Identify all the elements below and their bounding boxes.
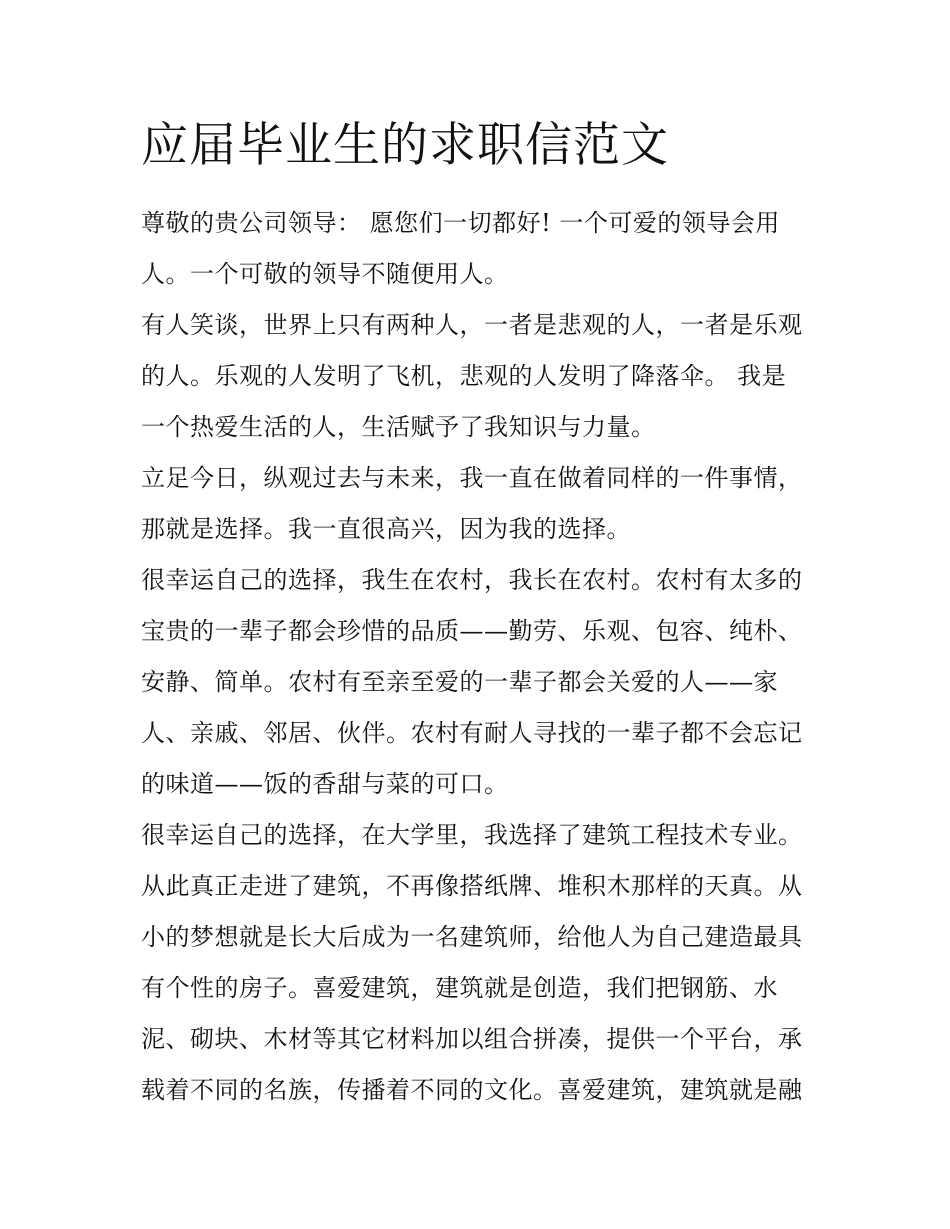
paragraph-countryside	[141, 555, 813, 810]
paragraph-line: 的人。乐观的人发明了飞机，悲观的人发明了降落伞。 我是	[141, 362, 787, 390]
document-title: 应届毕业生的求职信范文	[141, 118, 669, 173]
paragraph-line: 很幸运自己的选择，我生在农村，我长在农村。农村有太多的	[141, 566, 803, 594]
paragraph-line: 泥、砌块、木材等其它材料加以组合拼凑，提供一个平台，承	[141, 1025, 803, 1053]
paragraph-greeting	[141, 198, 813, 300]
paragraph-line: 人、亲戚、邻居、伙伴。农村有耐人寻找的一辈子都不会忘记	[141, 719, 803, 747]
paragraph-line: 有人笑谈，世界上只有两种人，一者是悲观的人，一者是乐观	[141, 311, 803, 339]
paragraph-optimism	[141, 300, 813, 453]
document-body	[141, 112, 813, 1116]
paragraph-line: 宝贵的一辈子都会珍惜的品质——勤劳、乐观、包容、纯朴、	[141, 617, 803, 645]
paragraph-line: 很幸运自己的选择，在大学里，我选择了建筑工程技术专业。	[141, 821, 803, 849]
paragraph-line: 有个性的房子。喜爱建筑，建筑就是创造，我们把钢筋、水	[141, 974, 778, 1002]
paragraph-line: 载着不同的名族，传播着不同的文化。喜爱建筑，建筑就是融	[141, 1076, 803, 1104]
paragraph-line: 一个热爱生活的人，生活赋予了我知识与力量。	[141, 413, 656, 441]
paragraph-line: 的味道——饭的香甜与菜的可口。	[141, 770, 509, 798]
paragraph-choice	[141, 453, 813, 555]
paragraph-line: 人。一个可敬的领导不随便用人。	[141, 260, 509, 288]
paragraph-line: 安静、简单。农村有至亲至爱的一辈子都会关爱的人——家	[141, 668, 778, 696]
paragraph-line: 尊敬的贵公司领导： 愿您们一切都好! 一个可爱的领导会用	[141, 209, 780, 237]
paragraph-architecture	[141, 810, 813, 1116]
paragraph-line: 立足今日，纵观过去与未来，我一直在做着同样的一件事情，	[141, 464, 803, 492]
paragraph-line: 小的梦想就是长大后成为一名建筑师，给他人为自己建造最具	[141, 923, 803, 951]
paragraph-line: 从此真正走进了建筑，不再像搭纸牌、堆积木那样的天真。从	[141, 872, 803, 900]
paragraph-line: 那就是选择。我一直很高兴，因为我的选择。	[141, 515, 631, 543]
